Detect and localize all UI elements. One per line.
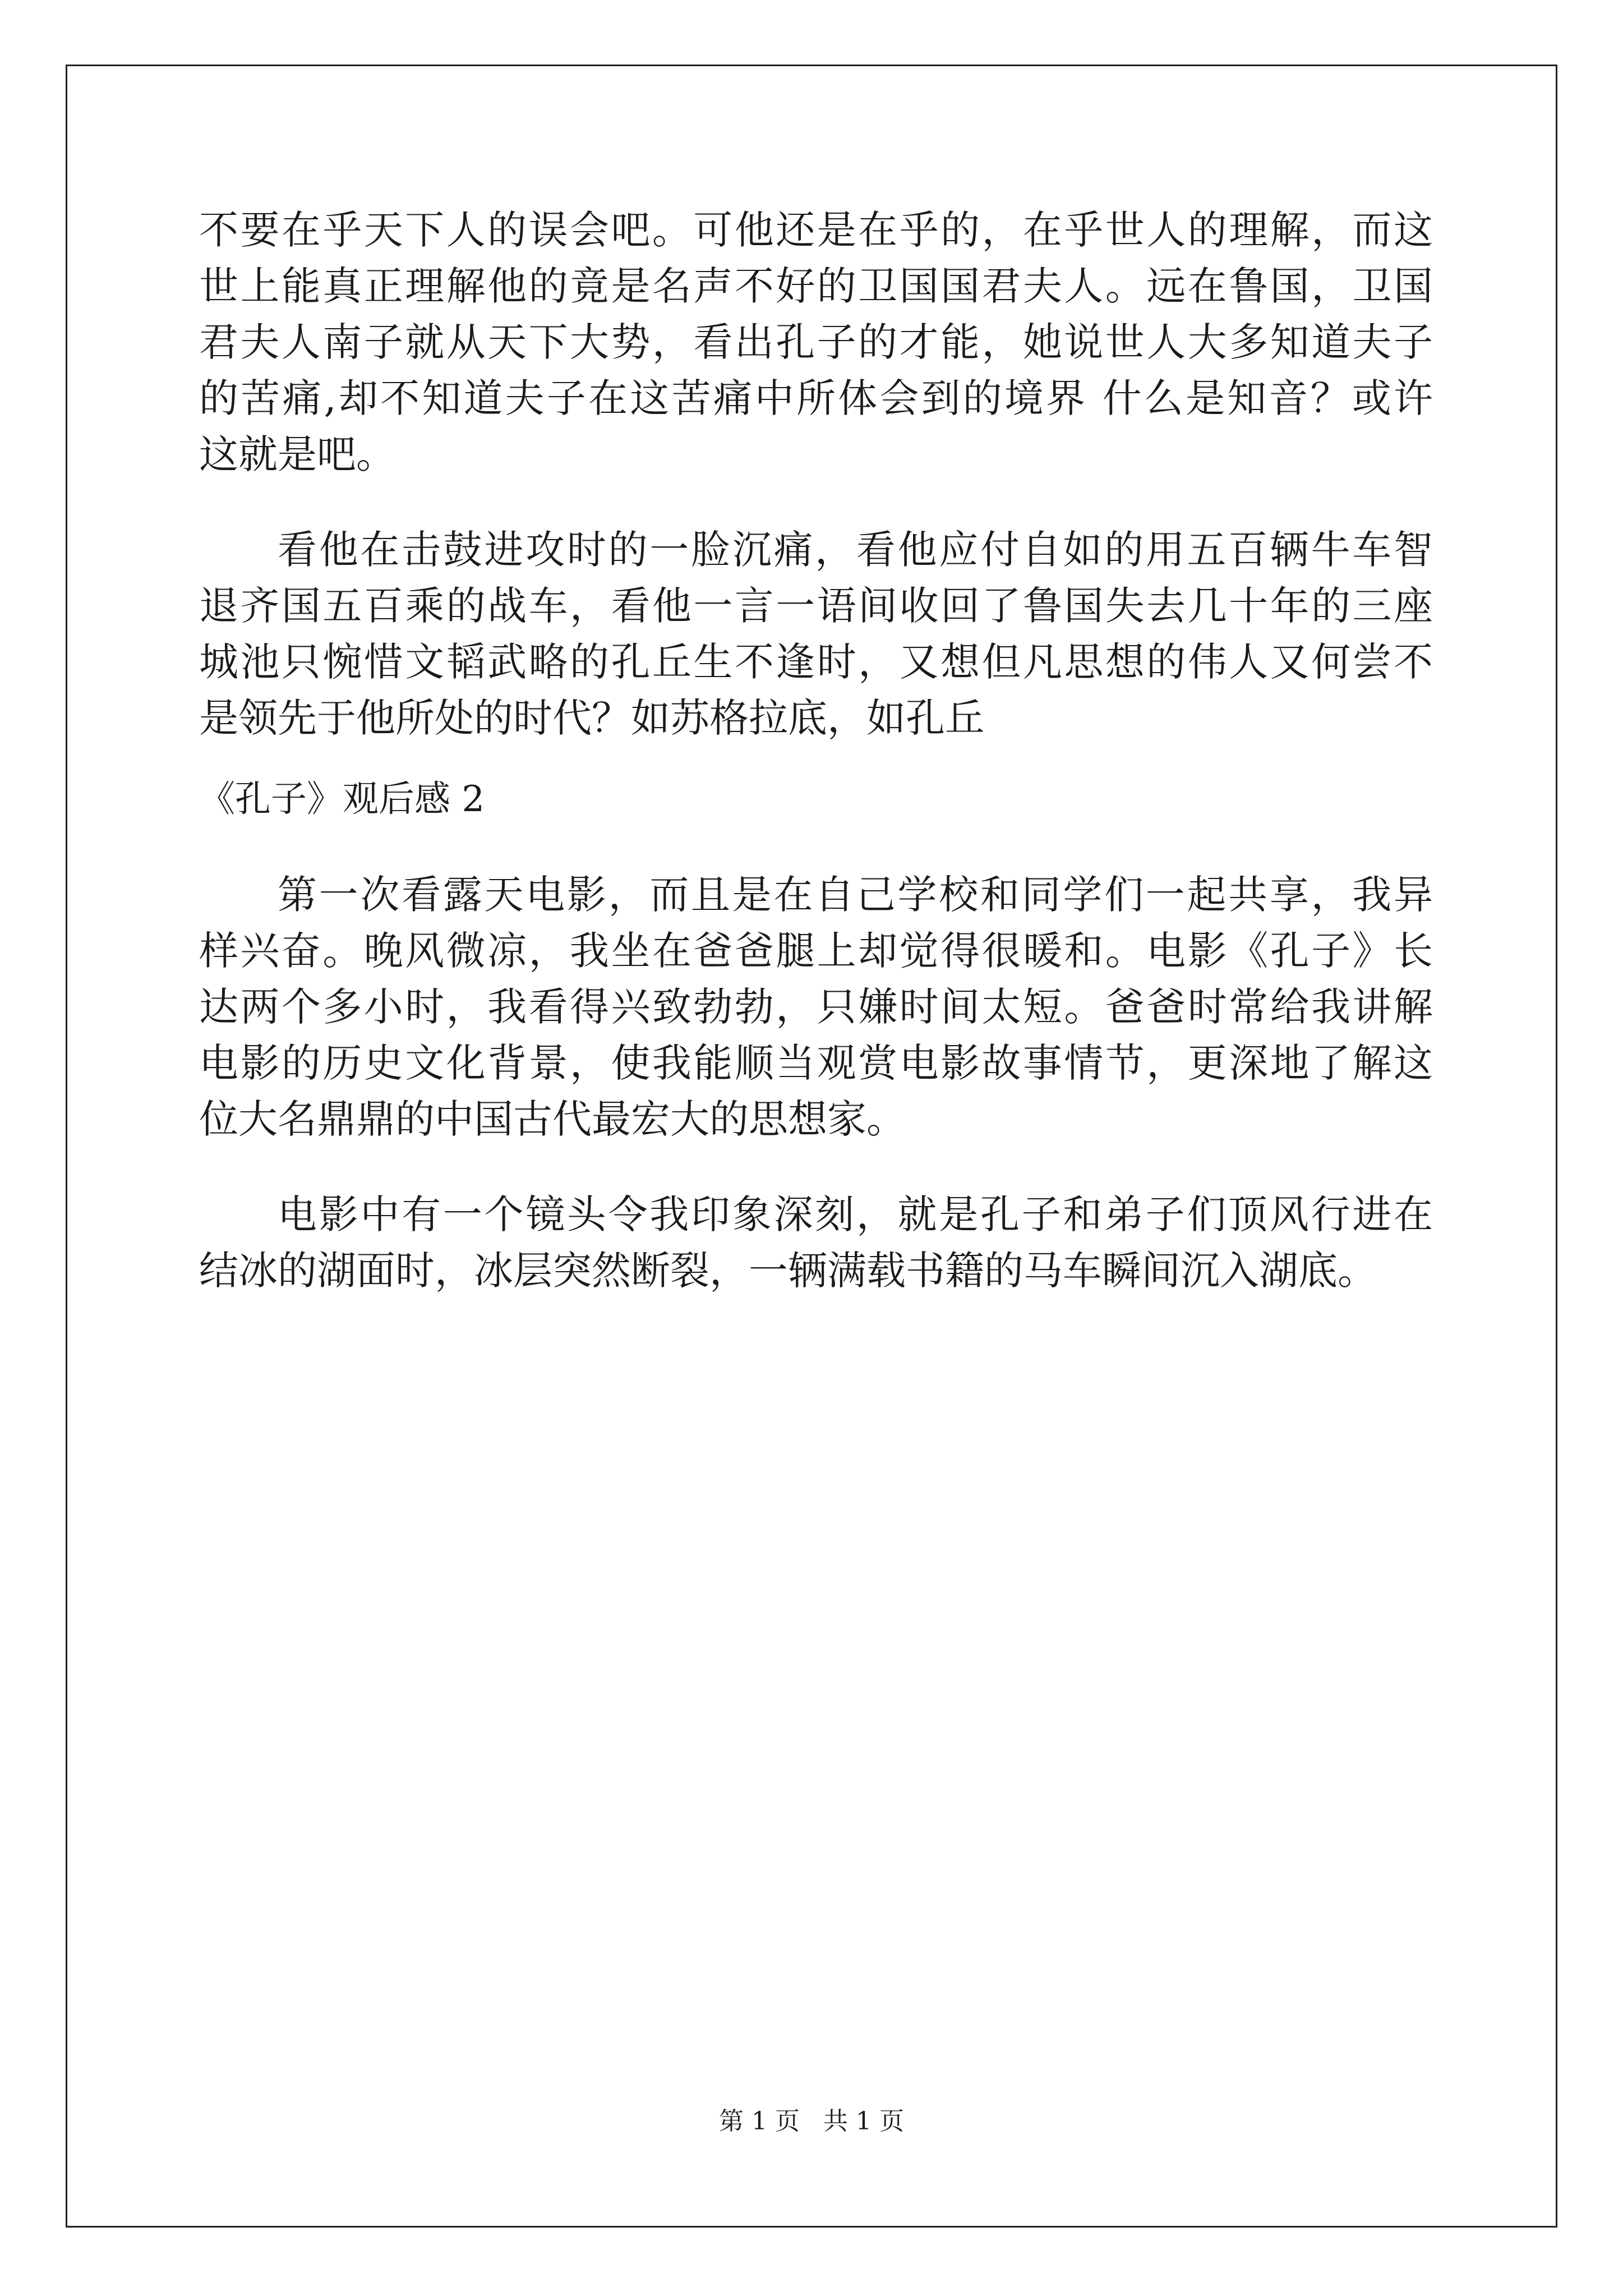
text-line: 城池只惋惜文韬武略的孔丘生不逢时，又想但凡思想的伟人又何尝不	[199, 639, 1433, 685]
text-line: 世上能真正理解他的竟是名声不好的卫国国君夫人。远在鲁国，卫国	[199, 263, 1433, 309]
text-line: 第一次看露天电影，而且是在自己学校和同学们一起共享，我异	[278, 872, 1433, 918]
text-line: 这就是吧。	[199, 431, 395, 477]
page-footer: 第 1 页 共 1 页	[719, 2107, 904, 2136]
text-line: 的苦痛,却不知道夫子在这苦痛中所体会到的境界 什么是知音？或许	[199, 375, 1433, 421]
text-line: 样兴奋。晚风微凉，我坐在爸爸腿上却觉得很暖和。电影《孔子》长	[199, 928, 1433, 974]
document-body	[199, 202, 1433, 1299]
paragraph-3	[199, 867, 1433, 1147]
text-line: 电影的历史文化背景，使我能顺当观赏电影故事情节，更深地了解这	[199, 1040, 1433, 1086]
text-line: 电影中有一个镜头令我印象深刻，就是孔子和弟子们顶风行进在	[278, 1191, 1433, 1237]
paragraph-4	[199, 1186, 1433, 1299]
text-line: 不要在乎天下人的误会吧。可他还是在乎的，在乎世人的理解，而这	[199, 207, 1433, 253]
text-line: 结冰的湖面时，冰层突然断裂，一辆满载书籍的马车瞬间沉入湖底。	[199, 1248, 1377, 1294]
section-heading: 《孔子》观后感 2	[199, 779, 485, 820]
text-line: 君夫人南子就从天下大势，看出孔子的才能，她说世人大多知道夫子	[199, 319, 1433, 365]
text-line: 是领先于他所处的时代？如苏格拉底，如孔丘	[199, 695, 984, 741]
text-line: 看他在击鼓进攻时的一脸沉痛，看他应付自如的用五百辆牛车智	[278, 527, 1433, 573]
text-line: 达两个多小时，我看得兴致勃勃，只嫌时间太短。爸爸时常给我讲解	[199, 984, 1433, 1030]
text-line: 位大名鼎鼎的中国古代最宏大的思想家。	[199, 1096, 906, 1142]
text-line: 退齐国五百乘的战车，看他一言一语间收回了鲁国失去几十年的三座	[199, 583, 1433, 629]
paragraph-1	[199, 202, 1433, 482]
paragraph-2	[199, 522, 1433, 746]
